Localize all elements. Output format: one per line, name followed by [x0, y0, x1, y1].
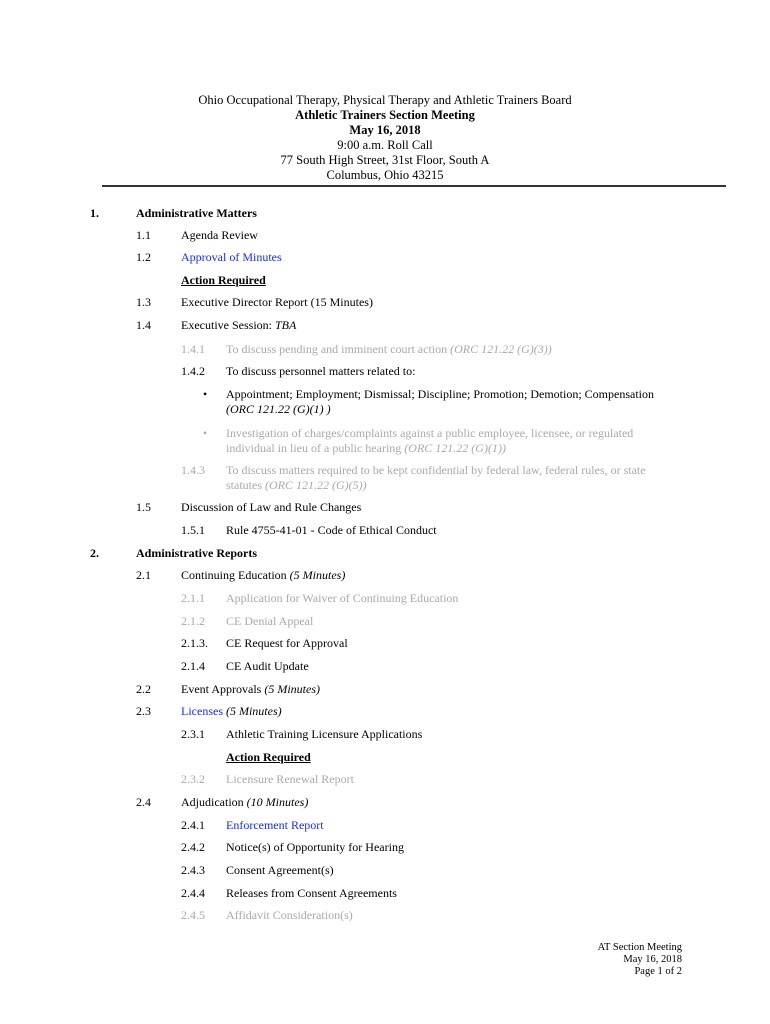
subitem: To discuss matters required to be kept confidential by federal law, federal rules, or state	[226, 463, 646, 477]
item-number: 1.2	[136, 250, 151, 264]
item-number: 2.1	[136, 568, 151, 582]
bullet-item-continued	[226, 441, 506, 456]
footer-title: AT Section Meeting	[597, 942, 682, 953]
subitem: Rule 4755-41-01 - Code of Ethical Conduct	[226, 523, 437, 537]
meeting-date: May 16, 2018	[349, 123, 421, 137]
item-italic: (ORC 121.22 (G)(5))	[265, 478, 367, 492]
subitem-number: 2.4.1	[181, 818, 205, 832]
subitem-number: 2.4.2	[181, 840, 205, 854]
subitem: Consent Agreement(s)	[226, 863, 334, 877]
board-name: Ohio Occupational Therapy, Physical Therapy and Athletic Trainers Board	[198, 93, 572, 107]
action-required-label: Action Required	[181, 273, 266, 287]
item-italic: (10 Minutes)	[246, 795, 309, 809]
licenses-link[interactable]: Licenses	[181, 704, 223, 718]
agenda-item: Agenda Review	[181, 228, 258, 242]
item-text: Continuing Education	[181, 568, 290, 582]
subitem-number: 1.4.1	[181, 342, 205, 356]
subitem: Releases from Consent Agreements	[226, 886, 397, 900]
subitem-number: 2.1.1	[181, 591, 205, 605]
item-text: individual in lieu of a public hearing	[226, 441, 405, 455]
subitem-number: 2.3.1	[181, 727, 205, 741]
item-italic: (ORC 121.22 (G)(3))	[450, 342, 552, 356]
section-number: 2.	[90, 546, 99, 560]
subitem-number: 2.1.4	[181, 659, 205, 673]
item-number: 2.2	[136, 682, 151, 696]
item-number: 1.5	[136, 500, 151, 514]
section-number: 1.	[90, 206, 99, 220]
subitem-number: 1.4.3	[181, 463, 205, 477]
subitem: CE Audit Update	[226, 659, 309, 673]
agenda-item: Executive Director Report (15 Minutes)	[181, 295, 373, 309]
agenda-item	[181, 318, 296, 333]
item-number: 1.3	[136, 295, 151, 309]
subitem-number: 2.4.3	[181, 863, 205, 877]
action-required-label: Action Required	[226, 750, 311, 764]
footer-date: May 16, 2018	[623, 954, 682, 965]
meeting-time: 9:00 a.m. Roll Call	[337, 138, 433, 152]
item-italic: (5 Minutes)	[264, 682, 320, 696]
section-title: Administrative Reports	[136, 546, 257, 560]
subitem-number: 2.3.2	[181, 772, 205, 786]
agenda-item	[181, 704, 282, 719]
item-text: To discuss pending and imminent court action	[226, 342, 451, 356]
subitem: CE Denial Appeal	[226, 614, 314, 628]
subitem-number: 2.4.4	[181, 886, 205, 900]
agenda-item: Discussion of Law and Rule Changes	[181, 500, 362, 514]
section-title: Administrative Matters	[136, 206, 257, 220]
subitem: CE Request for Approval	[226, 636, 348, 650]
subitem: To discuss personnel matters related to:	[226, 364, 416, 378]
item-text: statutes	[226, 478, 265, 492]
agenda-item	[181, 682, 320, 697]
agenda-item	[181, 568, 345, 583]
bullet-icon: •	[203, 426, 208, 440]
agenda-item	[181, 795, 308, 810]
header-divider	[102, 185, 726, 187]
subitem-number: 1.5.1	[181, 523, 205, 537]
item-number: 1.4	[136, 318, 151, 332]
subitem	[226, 342, 552, 357]
item-italic: (ORC 121.22 (G)(1))	[404, 441, 506, 455]
subitem: Application for Waiver of Continuing Education	[226, 591, 459, 605]
page-number: Page 1 of 2	[634, 966, 682, 977]
subitem: Affidavit Consideration(s)	[226, 908, 353, 922]
item-number: 2.3	[136, 704, 151, 718]
bullet-icon: •	[203, 387, 208, 401]
item-number: 2.4	[136, 795, 151, 809]
item-italic: (5 Minutes)	[222, 704, 282, 718]
subitem-number: 2.1.2	[181, 614, 205, 628]
item-text: Adjudication	[181, 795, 247, 809]
enforcement-report-link[interactable]: Enforcement Report	[226, 818, 324, 832]
bullet-item-citation: (ORC 121.22 (G)(1) )	[226, 402, 331, 416]
subitem-number: 1.4.2	[181, 364, 205, 378]
item-italic: (5 Minutes)	[289, 568, 346, 582]
page-footer	[598, 942, 682, 978]
meeting-title: Athletic Trainers Section Meeting	[295, 108, 475, 122]
item-number: 1.1	[136, 228, 151, 242]
item-italic: TBA	[274, 318, 297, 332]
subitem: Licensure Renewal Report	[226, 772, 354, 786]
subitem-number: 2.4.5	[181, 908, 205, 922]
subitem-number: 2.1.3.	[181, 636, 208, 650]
approval-of-minutes-link[interactable]: Approval of Minutes	[181, 250, 282, 264]
item-text: Executive Session:	[181, 318, 275, 332]
item-text: Event Approvals	[181, 682, 265, 696]
subitem: Athletic Training Licensure Applications	[226, 727, 423, 741]
bullet-item: Appointment; Employment; Dismissal; Discipline; Promotion; Demotion; Compensation	[226, 387, 654, 401]
meeting-city: Columbus, Ohio 43215	[326, 168, 444, 182]
subitem: Notice(s) of Opportunity for Hearing	[226, 840, 404, 854]
meeting-address: 77 South High Street, 31st Floor, South A	[280, 153, 490, 167]
bullet-item: Investigation of charges/complaints against a public employee, licensee, or regulated	[226, 426, 634, 440]
subitem-continued	[226, 478, 367, 493]
